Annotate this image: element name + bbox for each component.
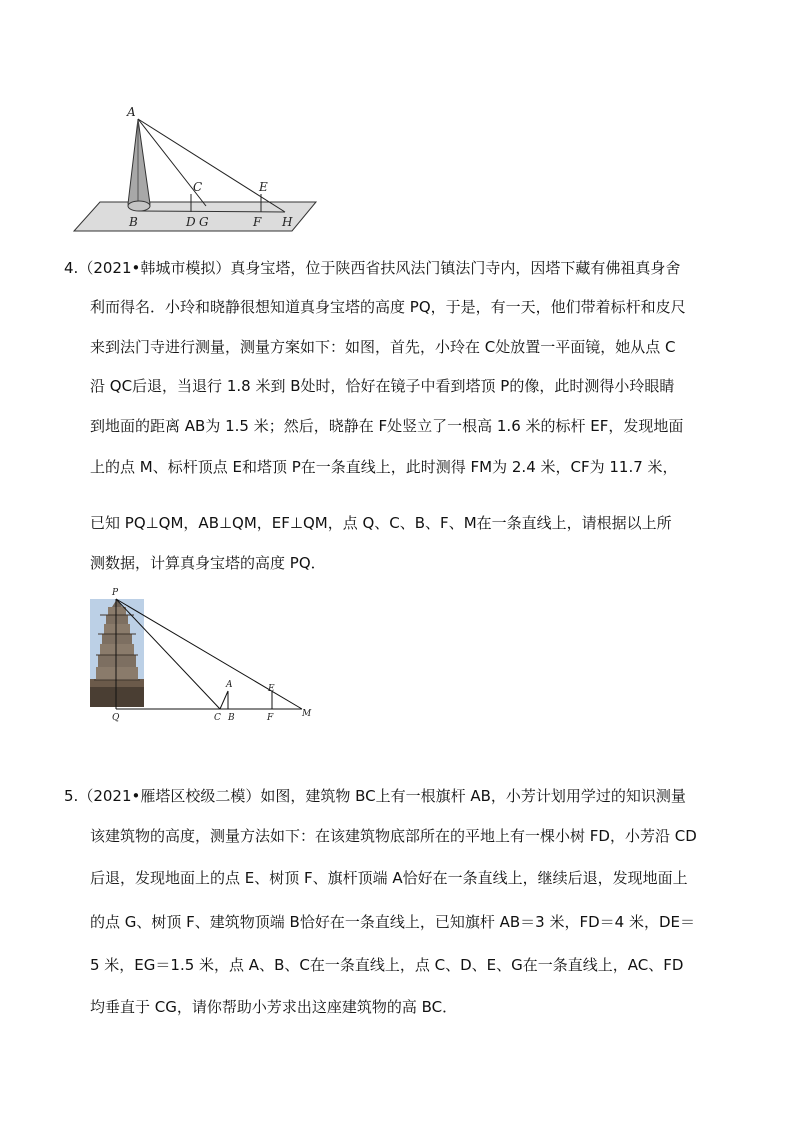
q5-source: （2021•雁塔区校级二模） <box>78 787 261 805</box>
q4-line-4: 沿 QC后退，当退行 1.8 米到 B处时，恰好在镜子中看到塔顶 P的像，此时测得小玲眼睛 <box>90 377 675 395</box>
q4-source: （2021•韩城市模拟） <box>78 259 231 277</box>
q5-line-2: 该建筑物的高度，测量方法如下：在该建筑物底部所在的平地上有一棵小树 FD，小芳沿 CD <box>90 827 697 845</box>
q5-line-4: 的点 G、树顶 F、建筑物顶端 B恰好在一条直线上，已知旗杆 AB＝3 米，FD＝4 米，DE＝ <box>90 913 695 931</box>
fig2-label-B: B <box>228 713 235 723</box>
fig2-label-E: E <box>268 684 275 694</box>
fig2-label-M: M <box>302 709 312 719</box>
figure-2-diagram <box>86 585 322 725</box>
q4-line-1 <box>64 258 680 278</box>
q4-line-6: 上的点 M、标杆顶点 E和塔顶 P在一条直线上，此时测得 FM为 2.4 米，CF为 11.7 米， <box>90 458 678 476</box>
q5-line-5: 5 米，EG＝1.5 米，点 A、B、C在一条直线上，点 C、D、E、G在一条直线上，AC、FD <box>90 956 684 974</box>
q4-text-1: 真身宝塔，位于陕西省扶风法门镇法门寺内，因塔下藏有佛祖真身舍 <box>230 259 681 277</box>
fig2-label-A: A <box>226 680 233 690</box>
q5-number: 5. <box>64 787 79 805</box>
q4-number: 4. <box>64 259 79 277</box>
fig2-label-F: F <box>267 713 274 723</box>
q5-line-3: 后退，发现地面上的点 E、树顶 F、旗杆顶端 A恰好在一条直线上，继续后退，发现地面上 <box>90 869 688 887</box>
fig1-label-E: E <box>259 180 268 194</box>
fig2-label-P: P <box>112 588 119 598</box>
q4-line-5: 到地面的距离 AB为 1.5 米；然后，晓静在 F处竖立了一根高 1.6 米的标杆 EF，发现地面 <box>90 417 684 435</box>
fig1-label-A: A <box>127 105 136 119</box>
fig1-label-C: C <box>193 180 203 194</box>
fig1-label-F: F <box>253 215 262 229</box>
fig1-label-B: B <box>129 215 138 229</box>
fig2-label-Q: Q <box>112 713 120 723</box>
q4-line-3: 来到法门寺进行测量，测量方案如下：如图，首先，小玲在 C处放置一平面镜，她从点 C <box>90 338 676 356</box>
q5-line-6: 均垂直于 CG，请你帮助小芳求出这座建筑物的高 BC． <box>90 998 458 1016</box>
q4-line-8: 测数据，计算真身宝塔的高度 PQ． <box>90 554 326 572</box>
figure-1-diagram <box>70 102 320 234</box>
fig1-label-H: H <box>282 215 293 229</box>
q4-line-2: 利而得名．小玲和晓静很想知道真身宝塔的高度 PQ，于是，有一天，他们带着标杆和皮尺 <box>90 298 686 316</box>
q4-line-7: 已知 PQ⊥QM，AB⊥QM，EF⊥QM，点 Q、C、B、F、M在一条直线上，请根据以上所 <box>90 514 672 532</box>
pagoda-image <box>90 599 144 707</box>
fig1-label-D: D <box>186 215 196 229</box>
fig1-label-G: G <box>199 215 209 229</box>
fig2-label-C: C <box>214 713 221 723</box>
q5-text-1: 如图，建筑物 BC上有一根旗杆 AB，小芳计划用学过的知识测量 <box>260 787 686 805</box>
q5-line-1 <box>64 786 686 806</box>
